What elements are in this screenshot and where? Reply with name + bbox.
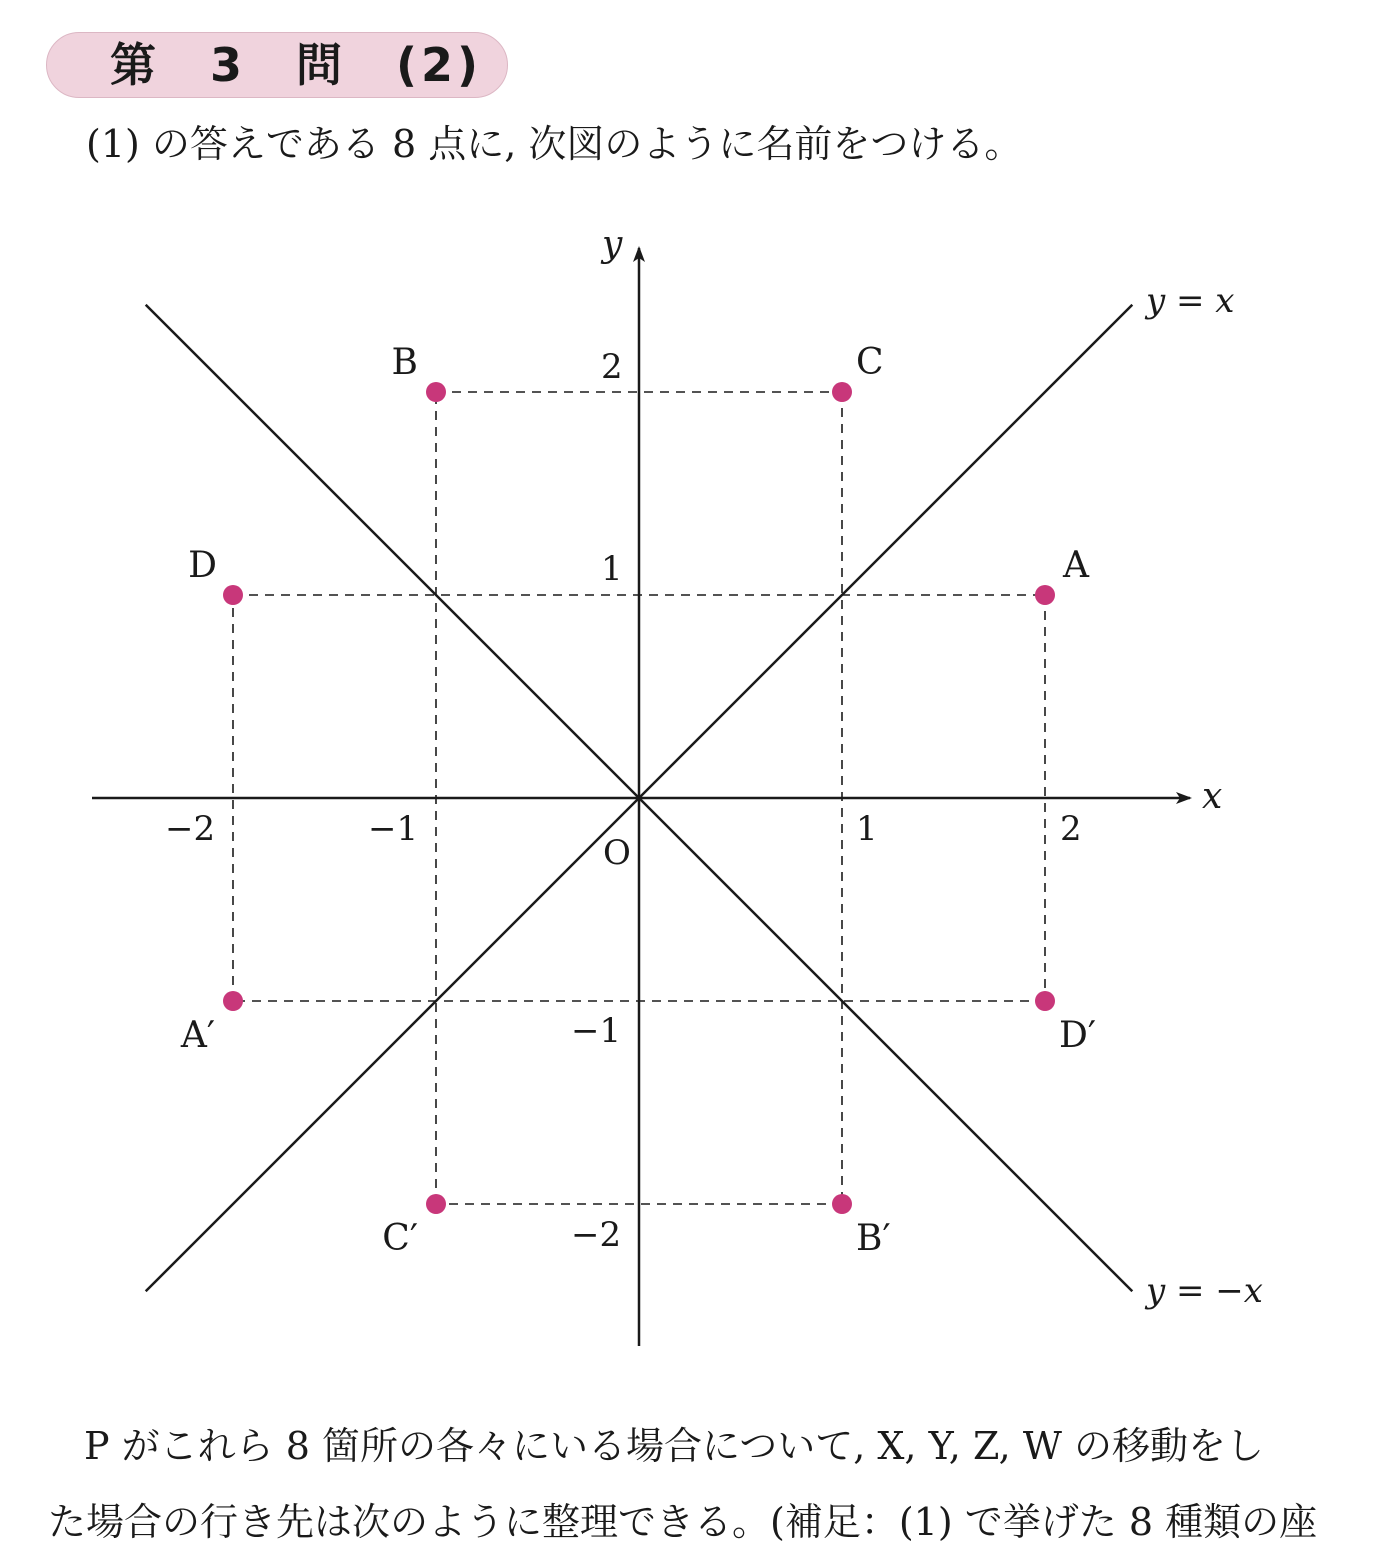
point-label: A′ <box>180 1015 215 1056</box>
body-line-1: P がこれら 8 箇所の各々にいる場合について, X, Y, Z, W の移動をし <box>84 1424 1264 1468</box>
point-label: D′ <box>1059 1015 1097 1056</box>
point-label: D <box>188 545 217 586</box>
point-marker <box>832 382 852 402</box>
y-tick-label: 2 <box>601 347 623 387</box>
point-label: A <box>1063 545 1089 586</box>
point-label: B′ <box>856 1218 891 1259</box>
point-label: C′ <box>382 1218 418 1259</box>
x-tick-label: −1 <box>368 809 419 849</box>
body-line-2: た場合の行き先は次のように整理できる。(補足：(1) で挙げた 8 種類の座 <box>48 1500 1318 1544</box>
y-tick-label: 1 <box>601 549 623 589</box>
y-tick-label: −2 <box>571 1215 622 1255</box>
y-tick-labels <box>571 347 623 1255</box>
x-tick-label: 1 <box>856 809 878 849</box>
point-label: B <box>391 342 418 383</box>
y-tick-label: −1 <box>571 1011 622 1051</box>
point-marker <box>223 991 243 1011</box>
y-axis-label: y <box>602 224 623 265</box>
point-label: C <box>856 342 884 383</box>
section-title: 第 3 問 (2) <box>110 38 483 92</box>
x-axis-label: x <box>1202 776 1223 817</box>
x-tick-label: 2 <box>1060 809 1082 849</box>
point-marker <box>1035 991 1055 1011</box>
point-marker <box>426 1194 446 1214</box>
x-tick-label: −2 <box>165 809 216 849</box>
line-y-equals-x-label: y = x <box>1146 281 1235 321</box>
point-marker <box>223 585 243 605</box>
origin-label: O <box>603 833 631 873</box>
line-y-equals-minus-x-label: y = −x <box>1146 1271 1263 1311</box>
point-marker <box>1035 585 1055 605</box>
intro-sentence: (1) の答えである 8 点に, 次図のように名前をつける。 <box>86 122 1023 166</box>
point-marker <box>426 382 446 402</box>
point-marker <box>832 1194 852 1214</box>
